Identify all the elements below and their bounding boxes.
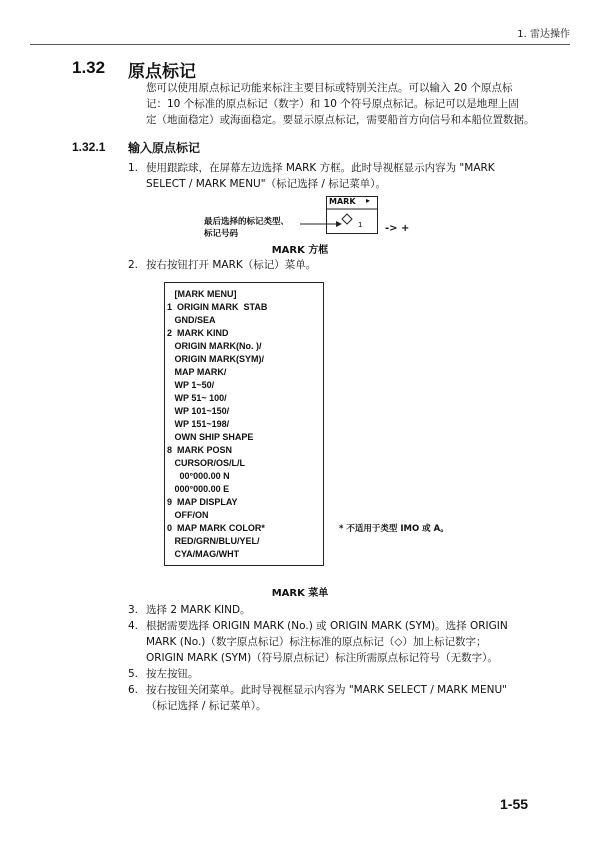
step-text: 按右按钮打开 MARK（标记）菜单。	[146, 259, 317, 271]
callout-line: 最后选择的标记类型、	[204, 217, 290, 227]
paragraph-line: 您可以使用原点标记功能来标注主要目标或特别关注点。可以输入 20 个原点标	[146, 82, 513, 94]
menu-footnote: * 不适用于类型 IMO 或 A。	[339, 524, 449, 534]
step-number: 6.	[128, 684, 139, 696]
menu-line: WP 51~ 100/	[167, 393, 227, 403]
section-title: 原点标记	[128, 62, 196, 82]
menu-line: MAP MARK/	[167, 367, 227, 377]
menu-line: 9 MAP DISPLAY	[167, 497, 238, 507]
menu-line: [MARK MENU]	[167, 289, 237, 299]
menu-line: 0 MAP MARK COLOR*	[167, 523, 265, 533]
arrow-plus: -> +	[385, 223, 410, 234]
mark-menu-caption: MARK 菜单	[271, 588, 329, 599]
menu-line: RED/GRN/BLU/YEL/	[167, 536, 260, 546]
step-3	[128, 602, 568, 618]
mark-number: 1	[358, 221, 363, 229]
menu-line: 2 MARK KIND	[167, 328, 229, 338]
paragraph-line: 定（地面稳定）或海面稳定。要显示原点标记，需要船首方向信号和本船位置数据。	[146, 114, 535, 126]
step-text: 选择 2 MARK KIND。	[146, 604, 251, 616]
mark-callout	[204, 216, 289, 240]
triangle-right-icon: ▸	[366, 196, 371, 205]
step-2	[128, 257, 568, 273]
step-text: SELECT / MARK MENU"（标记选择 / 标记菜单）。	[146, 178, 387, 190]
menu-line: CYA/MAG/WHT	[167, 549, 240, 559]
menu-line: 1 ORIGIN MARK STAB	[167, 302, 268, 312]
subsection-title: 输入原点标记	[128, 141, 201, 155]
paragraph-line: 记：10 个标准的原点标记（数字）和 10 个符号原点标记。标记可以是地理上固	[146, 98, 519, 110]
page-number: 1-55	[500, 796, 529, 812]
menu-line: 000°000.00 E	[167, 484, 230, 494]
menu-line: WP 1~50/	[167, 380, 215, 390]
mark-menu-content	[167, 288, 322, 561]
step-text: MARK (No.)（数字原点标记）标注标准的原点标记（◇）加上标记数字；	[146, 636, 487, 648]
step-4	[128, 618, 568, 666]
menu-line: WP 151~198/	[167, 419, 230, 429]
diamond-mark-icon	[342, 214, 352, 224]
step-1	[128, 160, 568, 192]
mark-box-caption: MARK 方框	[271, 245, 329, 256]
menu-line: ORIGIN MARK(SYM)/	[167, 354, 264, 364]
step-number: 1.	[128, 162, 139, 174]
step-text: 按右按钮关闭菜单。此时导视框显示内容为 "MARK SELECT / MARK MENU"	[146, 684, 507, 696]
step-text: （标记选择 / 标记菜单）。	[146, 700, 267, 712]
menu-line: CURSOR/OS/L/L	[167, 458, 246, 468]
step-6	[128, 682, 568, 714]
step-text: 使用跟踪球，在屏幕左边选择 MARK 方框。此时导视框显示内容为 "MARK	[146, 162, 495, 174]
menu-line: GND/SEA	[167, 315, 216, 325]
step-5	[128, 666, 568, 682]
callout-arrow-icon	[300, 218, 342, 230]
step-text: 根据需要选择 ORIGIN MARK (No.) 或 ORIGIN MARK (SYM)。选择 ORIGIN	[146, 620, 508, 632]
step-text: ORIGIN MARK (SYM)（符号原点标记）标注所需原点标记符号（无数字）。	[146, 652, 498, 664]
section-number: 1.32	[72, 58, 106, 77]
menu-line: 00°000.00 N	[167, 471, 230, 481]
menu-line: OWN SHIP SHAPE	[167, 432, 254, 442]
running-header: 1. 雷达操作	[517, 29, 570, 40]
steps-bottom	[128, 602, 568, 714]
section-paragraph	[146, 80, 566, 128]
callout-line: 标记号码	[204, 229, 239, 239]
subsection-number: 1.32.1	[72, 140, 106, 154]
step-number: 3.	[128, 604, 139, 616]
mark-box-label: MARK	[329, 197, 356, 206]
header-rule	[30, 44, 570, 45]
step-text: 按左按钮。	[146, 668, 199, 680]
step-number: 4.	[128, 620, 139, 632]
menu-line: OFF/ON	[167, 510, 209, 520]
menu-line: WP 101~150/	[167, 406, 230, 416]
menu-line: ORIGIN MARK(No. )/	[167, 341, 262, 351]
step-number: 5.	[128, 668, 139, 680]
step-number: 2.	[128, 259, 139, 271]
menu-line: 8 MARK POSN	[167, 445, 233, 455]
